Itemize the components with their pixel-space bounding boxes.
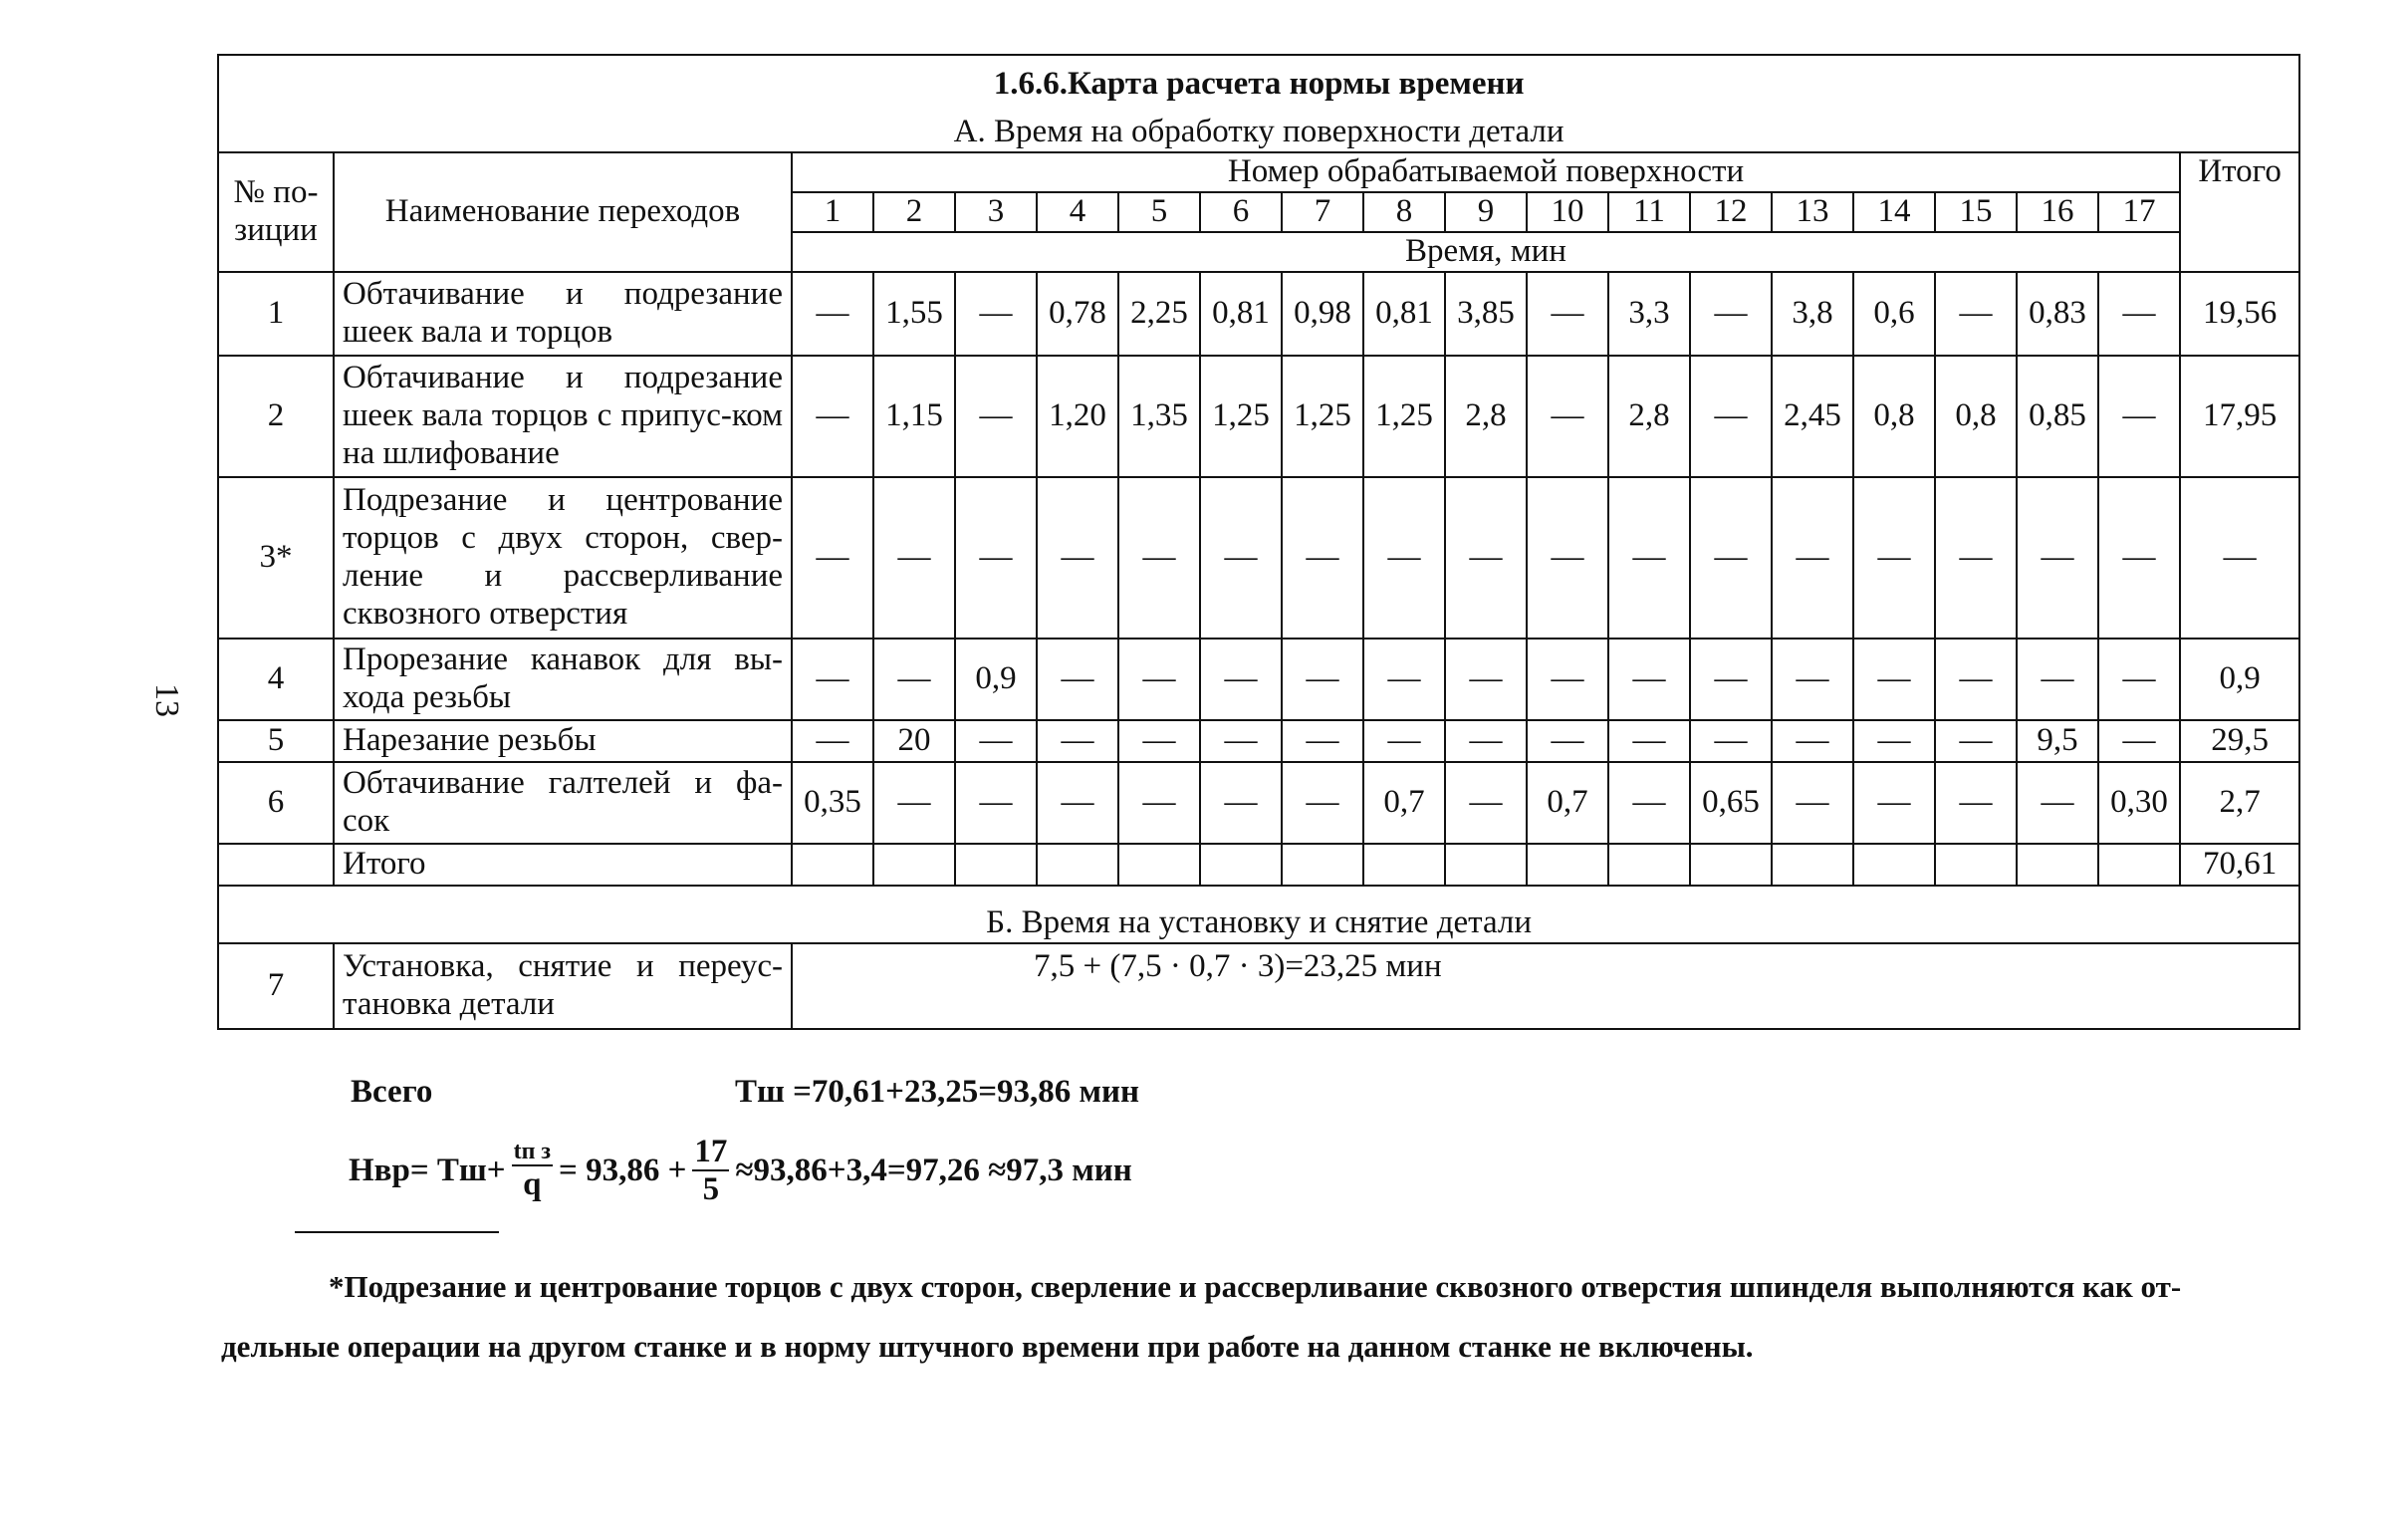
- time-value-cell: 3,85: [1445, 272, 1527, 356]
- time-value-cell: —: [1527, 477, 1608, 639]
- surface-number-cell: 17: [2098, 192, 2180, 232]
- time-value-cell: 3,3: [1608, 272, 1690, 356]
- time-value-cell: 2,45: [1772, 356, 1853, 477]
- row-operation-name: Прорезание канавок для вы-хода резьбы: [334, 639, 792, 720]
- time-value-cell: —: [955, 720, 1037, 762]
- time-value-cell: —: [1772, 477, 1853, 639]
- time-value-cell: 0,98: [1282, 272, 1363, 356]
- time-value-cell: —: [1037, 639, 1118, 720]
- row-total: 19,56: [2180, 272, 2299, 356]
- surface-number-cell: 11: [1608, 192, 1690, 232]
- time-value-cell: —: [1935, 720, 2017, 762]
- time-value-cell: —: [1772, 720, 1853, 762]
- fraction-denominator: q: [523, 1166, 542, 1203]
- surface-number-cell: 8: [1363, 192, 1445, 232]
- time-value-cell: —: [1445, 639, 1527, 720]
- table-row: [218, 943, 2299, 1029]
- time-value-cell: —: [1282, 720, 1363, 762]
- time-value-cell: 1,25: [1363, 356, 1445, 477]
- time-value-cell: —: [1772, 639, 1853, 720]
- time-value-cell: —: [1037, 720, 1118, 762]
- time-unit-header: Время, мин: [792, 232, 2180, 272]
- time-value-cell: —: [1118, 477, 1200, 639]
- row-total: 17,95: [2180, 356, 2299, 477]
- time-value-cell: —: [1853, 639, 1935, 720]
- empty-cell: [1527, 844, 1608, 886]
- empty-cell: [792, 844, 873, 886]
- time-value-cell: 3,8: [1772, 272, 1853, 356]
- section-a-title: А. Время на обработку поверхности детали: [218, 114, 2299, 152]
- table-row: [218, 762, 2299, 844]
- surface-number-cell: 12: [1690, 192, 1772, 232]
- table-row: [218, 477, 2299, 639]
- surface-number-cell: 14: [1853, 192, 1935, 232]
- empty-cell: [2098, 844, 2180, 886]
- row-position: 4: [218, 639, 334, 720]
- time-value-cell: 20: [873, 720, 955, 762]
- time-value-cell: —: [1445, 477, 1527, 639]
- time-value-cell: —: [873, 477, 955, 639]
- sum-label: Итого: [334, 844, 792, 886]
- time-value-cell: 1,15: [873, 356, 955, 477]
- surface-number-cell: 3: [955, 192, 1037, 232]
- time-value-cell: —: [955, 272, 1037, 356]
- surface-number-cell: 13: [1772, 192, 1853, 232]
- time-norm-table: [217, 54, 2300, 1030]
- time-value-cell: —: [1608, 477, 1690, 639]
- row-total: 2,7: [2180, 762, 2299, 844]
- time-value-cell: —: [1853, 762, 1935, 844]
- time-value-cell: —: [1363, 720, 1445, 762]
- time-value-cell: —: [792, 477, 873, 639]
- time-value-cell: —: [1282, 762, 1363, 844]
- row-operation-name: Обтачивание галтелей и фа-сок: [334, 762, 792, 844]
- time-value-cell: 0,78: [1037, 272, 1118, 356]
- tsh-formula: Тш =70,61+23,25=93,86 мин: [735, 1074, 1140, 1110]
- setup-time-formula: 7,5 + (7,5 · 0,7 · 3)=23,25 мин: [792, 943, 2299, 1029]
- surface-number-cell: 10: [1527, 192, 1608, 232]
- time-value-cell: —: [1282, 477, 1363, 639]
- time-value-cell: 0,81: [1200, 272, 1282, 356]
- fraction-numerator: 17: [692, 1134, 729, 1171]
- time-value-cell: —: [1527, 720, 1608, 762]
- time-value-cell: —: [1935, 477, 2017, 639]
- time-value-cell: —: [873, 762, 955, 844]
- time-value-cell: 1,25: [1200, 356, 1282, 477]
- empty-cell: [1118, 844, 1200, 886]
- table-row: [218, 356, 2299, 477]
- col-pos-header: № по- зиции: [218, 152, 334, 272]
- surface-number-cell: 15: [1935, 192, 2017, 232]
- footnote: [221, 1257, 2298, 1377]
- time-value-cell: 1,25: [1282, 356, 1363, 477]
- row-position: 6: [218, 762, 334, 844]
- time-value-cell: —: [1118, 639, 1200, 720]
- surface-number-cell: 9: [1445, 192, 1527, 232]
- total-header: Итого: [2180, 152, 2299, 272]
- time-value-cell: —: [955, 477, 1037, 639]
- section-b-title: Б. Время на установку и снятие детали: [218, 886, 2299, 943]
- time-value-cell: 0,30: [2098, 762, 2180, 844]
- row-position: 1: [218, 272, 334, 356]
- surface-number-cell: 5: [1118, 192, 1200, 232]
- time-value-cell: —: [1037, 762, 1118, 844]
- time-value-cell: 0,8: [1935, 356, 2017, 477]
- time-value-cell: —: [1772, 762, 1853, 844]
- empty-cell: [1445, 844, 1527, 886]
- time-value-cell: 0,9: [955, 639, 1037, 720]
- row-operation-name: Обтачивание и подрезание шеек вала торцов с припус-ком на шлифование: [334, 356, 792, 477]
- surface-number-cell: 2: [873, 192, 955, 232]
- vsego-label: Всего: [351, 1074, 433, 1110]
- time-value-cell: —: [1853, 720, 1935, 762]
- time-value-cell: —: [1608, 762, 1690, 844]
- empty-cell: [1772, 844, 1853, 886]
- col-name-header: Наименование переходов: [334, 152, 792, 272]
- time-value-cell: —: [792, 639, 873, 720]
- time-value-cell: —: [1200, 639, 1282, 720]
- fraction-tpz-q: [512, 1139, 553, 1203]
- fraction-numerator: tп з: [512, 1139, 553, 1166]
- empty-cell: [1037, 844, 1118, 886]
- time-value-cell: —: [2098, 356, 2180, 477]
- time-value-cell: —: [1853, 477, 1935, 639]
- hvr-mid: = 93,86 +: [559, 1152, 687, 1188]
- time-value-cell: —: [1690, 272, 1772, 356]
- time-value-cell: —: [1200, 720, 1282, 762]
- time-value-cell: —: [792, 272, 873, 356]
- time-value-cell: —: [1118, 762, 1200, 844]
- surface-number-cell: 7: [1282, 192, 1363, 232]
- row-position: 3*: [218, 477, 334, 639]
- time-value-cell: 1,20: [1037, 356, 1118, 477]
- surface-number-header: Номер обрабатываемой поверхности: [792, 152, 2180, 192]
- table-title: 1.6.6.Карта расчета нормы времени: [218, 55, 2299, 114]
- time-value-cell: —: [1935, 762, 2017, 844]
- row-total: 0,9: [2180, 639, 2299, 720]
- time-value-cell: —: [1200, 477, 1282, 639]
- time-value-cell: —: [1200, 762, 1282, 844]
- time-value-cell: —: [1690, 477, 1772, 639]
- time-value-cell: 1,55: [873, 272, 955, 356]
- time-value-cell: 0,81: [1363, 272, 1445, 356]
- row-operation-name: Установка, снятие и переус-тановка детали: [334, 943, 792, 1029]
- surface-number-cell: 4: [1037, 192, 1118, 232]
- grand-total: 70,61: [2180, 844, 2299, 886]
- time-value-cell: —: [1527, 272, 1608, 356]
- time-value-cell: —: [2098, 720, 2180, 762]
- footnote-line-1: *Подрезание и центрование торцов с двух сторон, сверление и рассверливание сквозного отверстия шпинделя выполняются как от-: [329, 1269, 2182, 1304]
- row-position: 2: [218, 356, 334, 477]
- empty-cell: [1363, 844, 1445, 886]
- hvr-formula: [349, 1134, 1132, 1208]
- time-value-cell: —: [1690, 720, 1772, 762]
- time-value-cell: —: [1118, 720, 1200, 762]
- surface-number-cell: 6: [1200, 192, 1282, 232]
- time-value-cell: —: [1527, 639, 1608, 720]
- row-operation-name: Нарезание резьбы: [334, 720, 792, 762]
- empty-cell: [1608, 844, 1690, 886]
- time-value-cell: —: [1282, 639, 1363, 720]
- empty-cell: [1853, 844, 1935, 886]
- row-position: 5: [218, 720, 334, 762]
- time-value-cell: 9,5: [2017, 720, 2098, 762]
- empty-cell: [1200, 844, 1282, 886]
- footnote-separator: [295, 1231, 499, 1233]
- time-value-cell: —: [1935, 272, 2017, 356]
- time-value-cell: 0,83: [2017, 272, 2098, 356]
- time-value-cell: —: [955, 356, 1037, 477]
- time-value-cell: 0,7: [1363, 762, 1445, 844]
- time-value-cell: —: [2098, 477, 2180, 639]
- row-total: 29,5: [2180, 720, 2299, 762]
- time-value-cell: —: [1037, 477, 1118, 639]
- table-row: [218, 720, 2299, 762]
- hvr-right: ≈93,86+3,4=97,26 ≈97,3 мин: [735, 1152, 1132, 1188]
- row-total: —: [2180, 477, 2299, 639]
- row-operation-name: Подрезание и центрование торцов с двух сторон, свер-ление и рассверливание сквозного отверстия: [334, 477, 792, 639]
- empty-cell: [873, 844, 955, 886]
- time-value-cell: —: [1527, 356, 1608, 477]
- time-value-cell: —: [873, 639, 955, 720]
- time-value-cell: 2,25: [1118, 272, 1200, 356]
- time-value-cell: —: [2017, 639, 2098, 720]
- empty-cell: [2017, 844, 2098, 886]
- hvr-left: Нвр= Тш+: [349, 1152, 506, 1188]
- footnote-line-2: дельные операции на другом станке и в норму штучного времени при работе на данном станке не включены.: [221, 1329, 1754, 1364]
- time-value-cell: —: [1445, 762, 1527, 844]
- empty-cell: [218, 844, 334, 886]
- time-value-cell: —: [2017, 477, 2098, 639]
- time-value-cell: —: [1363, 639, 1445, 720]
- time-value-cell: —: [955, 762, 1037, 844]
- table-row: [218, 272, 2299, 356]
- table-row: [218, 639, 2299, 720]
- time-value-cell: —: [792, 720, 873, 762]
- time-value-cell: 0,8: [1853, 356, 1935, 477]
- time-value-cell: —: [1935, 639, 2017, 720]
- empty-cell: [1282, 844, 1363, 886]
- time-value-cell: —: [792, 356, 873, 477]
- time-value-cell: —: [2017, 762, 2098, 844]
- time-value-cell: 0,85: [2017, 356, 2098, 477]
- time-value-cell: —: [2098, 639, 2180, 720]
- fraction-denominator: 5: [702, 1171, 720, 1208]
- surface-number-cell: 1: [792, 192, 873, 232]
- time-value-cell: —: [2098, 272, 2180, 356]
- time-value-cell: 1,35: [1118, 356, 1200, 477]
- time-value-cell: —: [1690, 356, 1772, 477]
- time-value-cell: —: [1608, 720, 1690, 762]
- empty-cell: [1935, 844, 2017, 886]
- time-value-cell: 0,6: [1853, 272, 1935, 356]
- page-number: 13: [148, 683, 185, 717]
- time-value-cell: 0,65: [1690, 762, 1772, 844]
- sum-row: [218, 844, 2299, 886]
- row-operation-name: Обтачивание и подрезание шеек вала и торцов: [334, 272, 792, 356]
- time-value-cell: 2,8: [1608, 356, 1690, 477]
- time-value-cell: 0,35: [792, 762, 873, 844]
- empty-cell: [1690, 844, 1772, 886]
- time-value-cell: —: [1690, 639, 1772, 720]
- empty-cell: [955, 844, 1037, 886]
- time-value-cell: 2,8: [1445, 356, 1527, 477]
- fraction-17-5: [692, 1134, 729, 1208]
- time-value-cell: 0,7: [1527, 762, 1608, 844]
- surface-number-cell: 16: [2017, 192, 2098, 232]
- time-value-cell: —: [1363, 477, 1445, 639]
- time-value-cell: —: [1608, 639, 1690, 720]
- time-value-cell: —: [1445, 720, 1527, 762]
- row-position: 7: [218, 943, 334, 1029]
